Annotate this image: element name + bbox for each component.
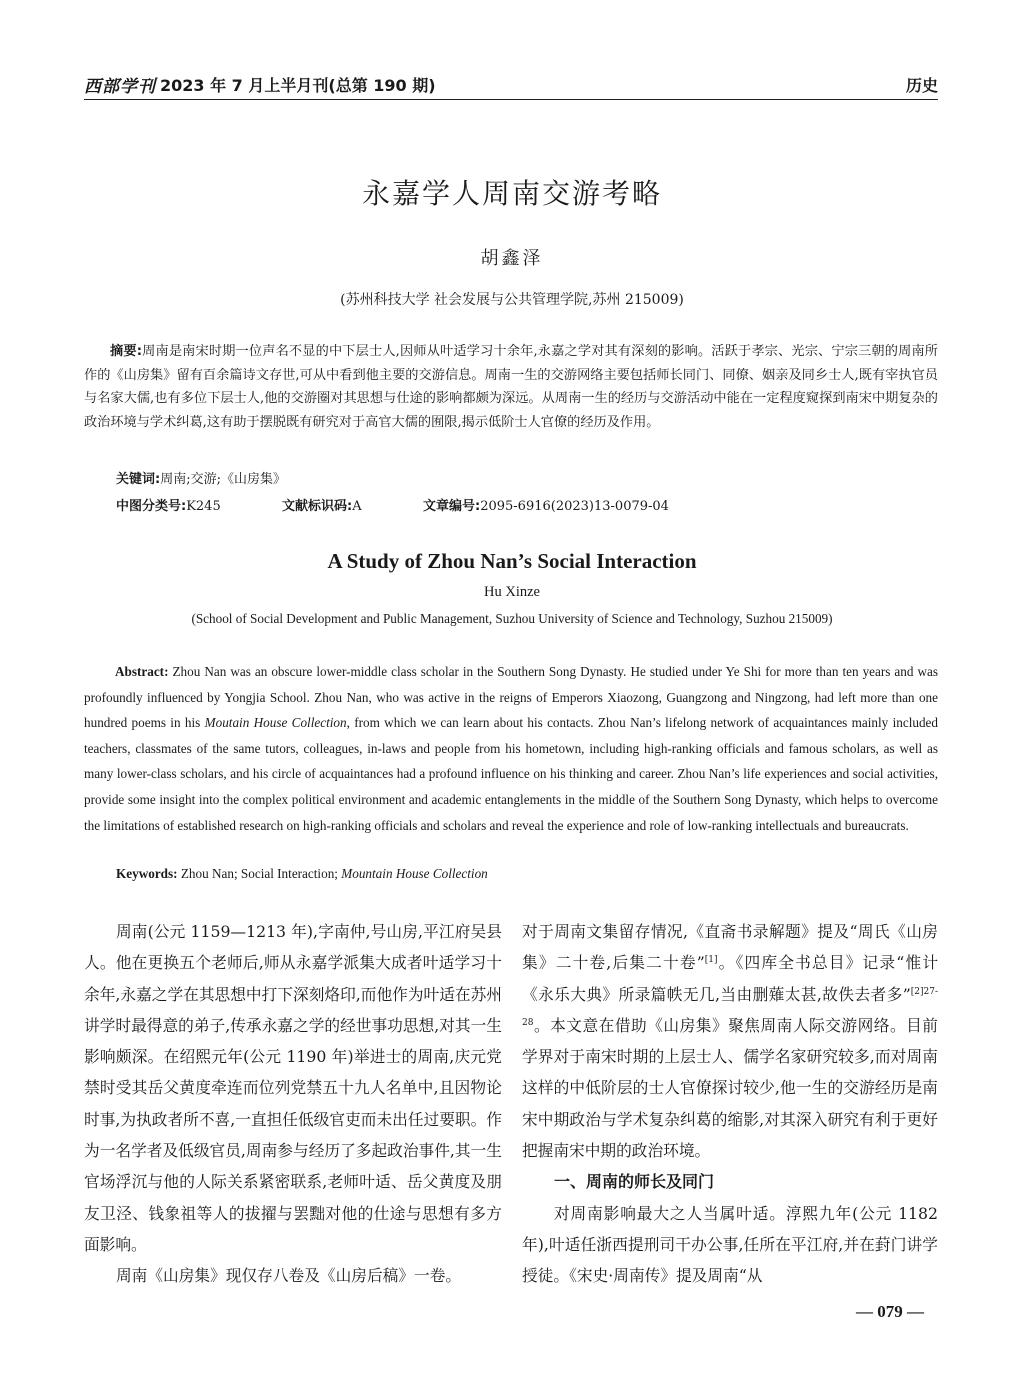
article-title-en: A Study of Zhou Nan’s Social Interaction: [327, 549, 697, 573]
abstract-en-text-2: , from which we can learn about his contacts. Zhou Nan’s lifelong network of acquaintances mainly included teachers, classmates of the same tutors, colleagues, in-laws and people from his hometown, including high-ranking officials and famous scholars, as well as many lower-class scholars, and his circle of acquaintances had a profound influence on his thinking and career. Zhou Nan’s life experiences and social activities, provide some insight into the complex political environment and academic entanglements in the middle of the Southern Song Dynasty, which helps to overcome the limitations of established research on high-ranking officials and scholars and reveal the experience and role of low-ranking intellectuals and bureaucrats.: [84, 715, 939, 833]
article-number: [423, 495, 669, 514]
keywords-en-label: Keywords:: [116, 866, 178, 881]
body-text: 。《四库全书总目》记录“惟计《永乐大典》所录篇帙无几,当由删薙太甚,故佚去者多”: [522, 953, 939, 1004]
author-en: Hu Xinze: [484, 584, 540, 600]
affiliation-en: (School of Social Development and Public Management, Suzhou University of Science and Technology, Suzhou 215009): [191, 611, 833, 626]
body-paragraph: [522, 916, 938, 1166]
body-paragraph: 对周南影响最大之人当属叶适。淳熙九年(公元 1182 年),叶适任浙西提刑司干办公事,任所在平江府,并在葑门讲学授徒。《宋史·周南传》提及周南“从: [522, 1203, 938, 1286]
clc-number: [116, 495, 221, 514]
keywords-cn-label: 关键词:: [116, 472, 161, 487]
document-code-label: 文献标识码:: [282, 499, 353, 514]
body-paragraph: 周南(公元 1159—1213 年),字南仲,号山房,平江府吴县人。他在更换五个老师后,师从永嘉学派集大成者叶适学习十余年,永嘉之学在其思想中打下深刻烙印,而他作为叶适在苏州讲学时最得意的弟子,传承永嘉之学的经世事功思想,对其一生影响颇深。在绍熙元年(公元 1190 年)举进士的周南,庆元党禁时受其岳父黄度牵连而位列党禁五十九人名单中,且因物论时事,为执政者所不喜,一直担任低级官吏而未出任过要职。作为一名学者及低级官员,周南参与经历了多起政治事件,其一生官场浮沉与他的人际关系紧密联系,老师叶适、岳父黄度及朋友卫泾、钱象祖等人的拔擢与罢黜对他的仕途与思想有多方面影响。: [84, 922, 502, 1254]
keywords-cn-text: 周南;交游;《山房集》: [160, 472, 286, 487]
affiliation-cn: (苏州科技大学 社会发展与公共管理学院,苏州 215009): [340, 292, 684, 308]
issue-info: 2023 年 7 月上半月刊(总第 190 期): [160, 76, 436, 95]
clc-value: K245: [186, 499, 221, 514]
citation-ref: [1]: [704, 955, 718, 966]
header-divider: [84, 99, 938, 100]
body-text: 对于周南文集留存情况,《直斋书录解题》提及“周氏《山房集》二十卷,后集二十卷”: [522, 922, 938, 973]
abstract-cn: [84, 340, 938, 434]
body-text: 。本文意在借助《山房集》聚焦周南人际交游网络。目前学界对于南宋时期的上层士人、儒学名家研究较多,而对周南这样的中低阶层的士人官僚探讨较少,他一生的交游经历是南宋中期政治与学术复杂纠葛的缩影,对其深入研究有利于更好把握南宋中期的政治环境。: [522, 1015, 938, 1161]
abstract-cn-label: 摘要:: [110, 344, 142, 359]
body-column-left: [84, 916, 502, 1292]
abstract-cn-text: 周南是南宋时期一位声名不显的中下层士人,因师从叶适学习十余年,永嘉之学对其有深刻的影响。活跃于孝宗、光宗、宁宗三朝的周南所作的《山房集》留有百余篇诗文存世,可从中看到他主要的交游信息。周南一生的交游网络主要包括师长同门、同僚、姻亲及同乡士人,既有宰执官员与名家大儒,也有多位下层士人,他的交游圈对其思想与仕途的影响都颇为深远。从周南一生的经历与交游活动中能在一定程度窥探到南宋中期复杂的政治环境与学术纠葛,这有助于摆脱既有研究对于高官大儒的囿限,揭示低阶士人官僚的经历及作用。: [84, 344, 938, 430]
page-number: — 079 —: [856, 1302, 924, 1321]
running-header: [84, 70, 938, 100]
section-heading: 一、周南的师长及同门: [554, 1172, 715, 1192]
abstract-en-label: Abstract:: [115, 664, 169, 679]
abstract-en-italic-title: Moutain House Collection: [204, 715, 347, 731]
citation-ref: [2]27-28: [522, 986, 938, 1028]
article-title-cn: 永嘉学人周南交游考略: [361, 177, 662, 210]
keywords-en: [116, 866, 488, 882]
journal-logo: 西部学刊: [84, 77, 156, 97]
document-code: [282, 495, 362, 514]
keywords-cn: [116, 468, 286, 487]
article-number-value: 2095-6916(2023)13-0079-04: [480, 499, 669, 514]
document-code-value: A: [352, 499, 362, 514]
clc-label: 中图分类号:: [116, 499, 187, 514]
abstract-en-text-1: Zhou Nan was an obscure lower-middle class scholar in the Southern Song Dynasty. He studied under Ye Shi for more than ten years and was profoundly influenced by Yongjia School. Zhou Nan, who was active in the reigns of Emperors Xiaozong, Guangzong and Ningzong, had left more than one hundred poems in his: [84, 664, 938, 731]
article-number-label: 文章编号:: [423, 499, 481, 514]
author-cn: 胡鑫泽: [480, 248, 544, 269]
keywords-en-text: Zhou Nan; Social Interaction;: [177, 866, 342, 881]
keywords-en-italic: Mountain House Collection: [341, 866, 488, 881]
section-label: 历史: [905, 76, 938, 95]
body-paragraph: 周南《山房集》现仅存八卷及《山房后稿》一卷。: [116, 1266, 462, 1286]
body-column-right: [522, 916, 938, 1292]
abstract-en: [84, 659, 938, 838]
